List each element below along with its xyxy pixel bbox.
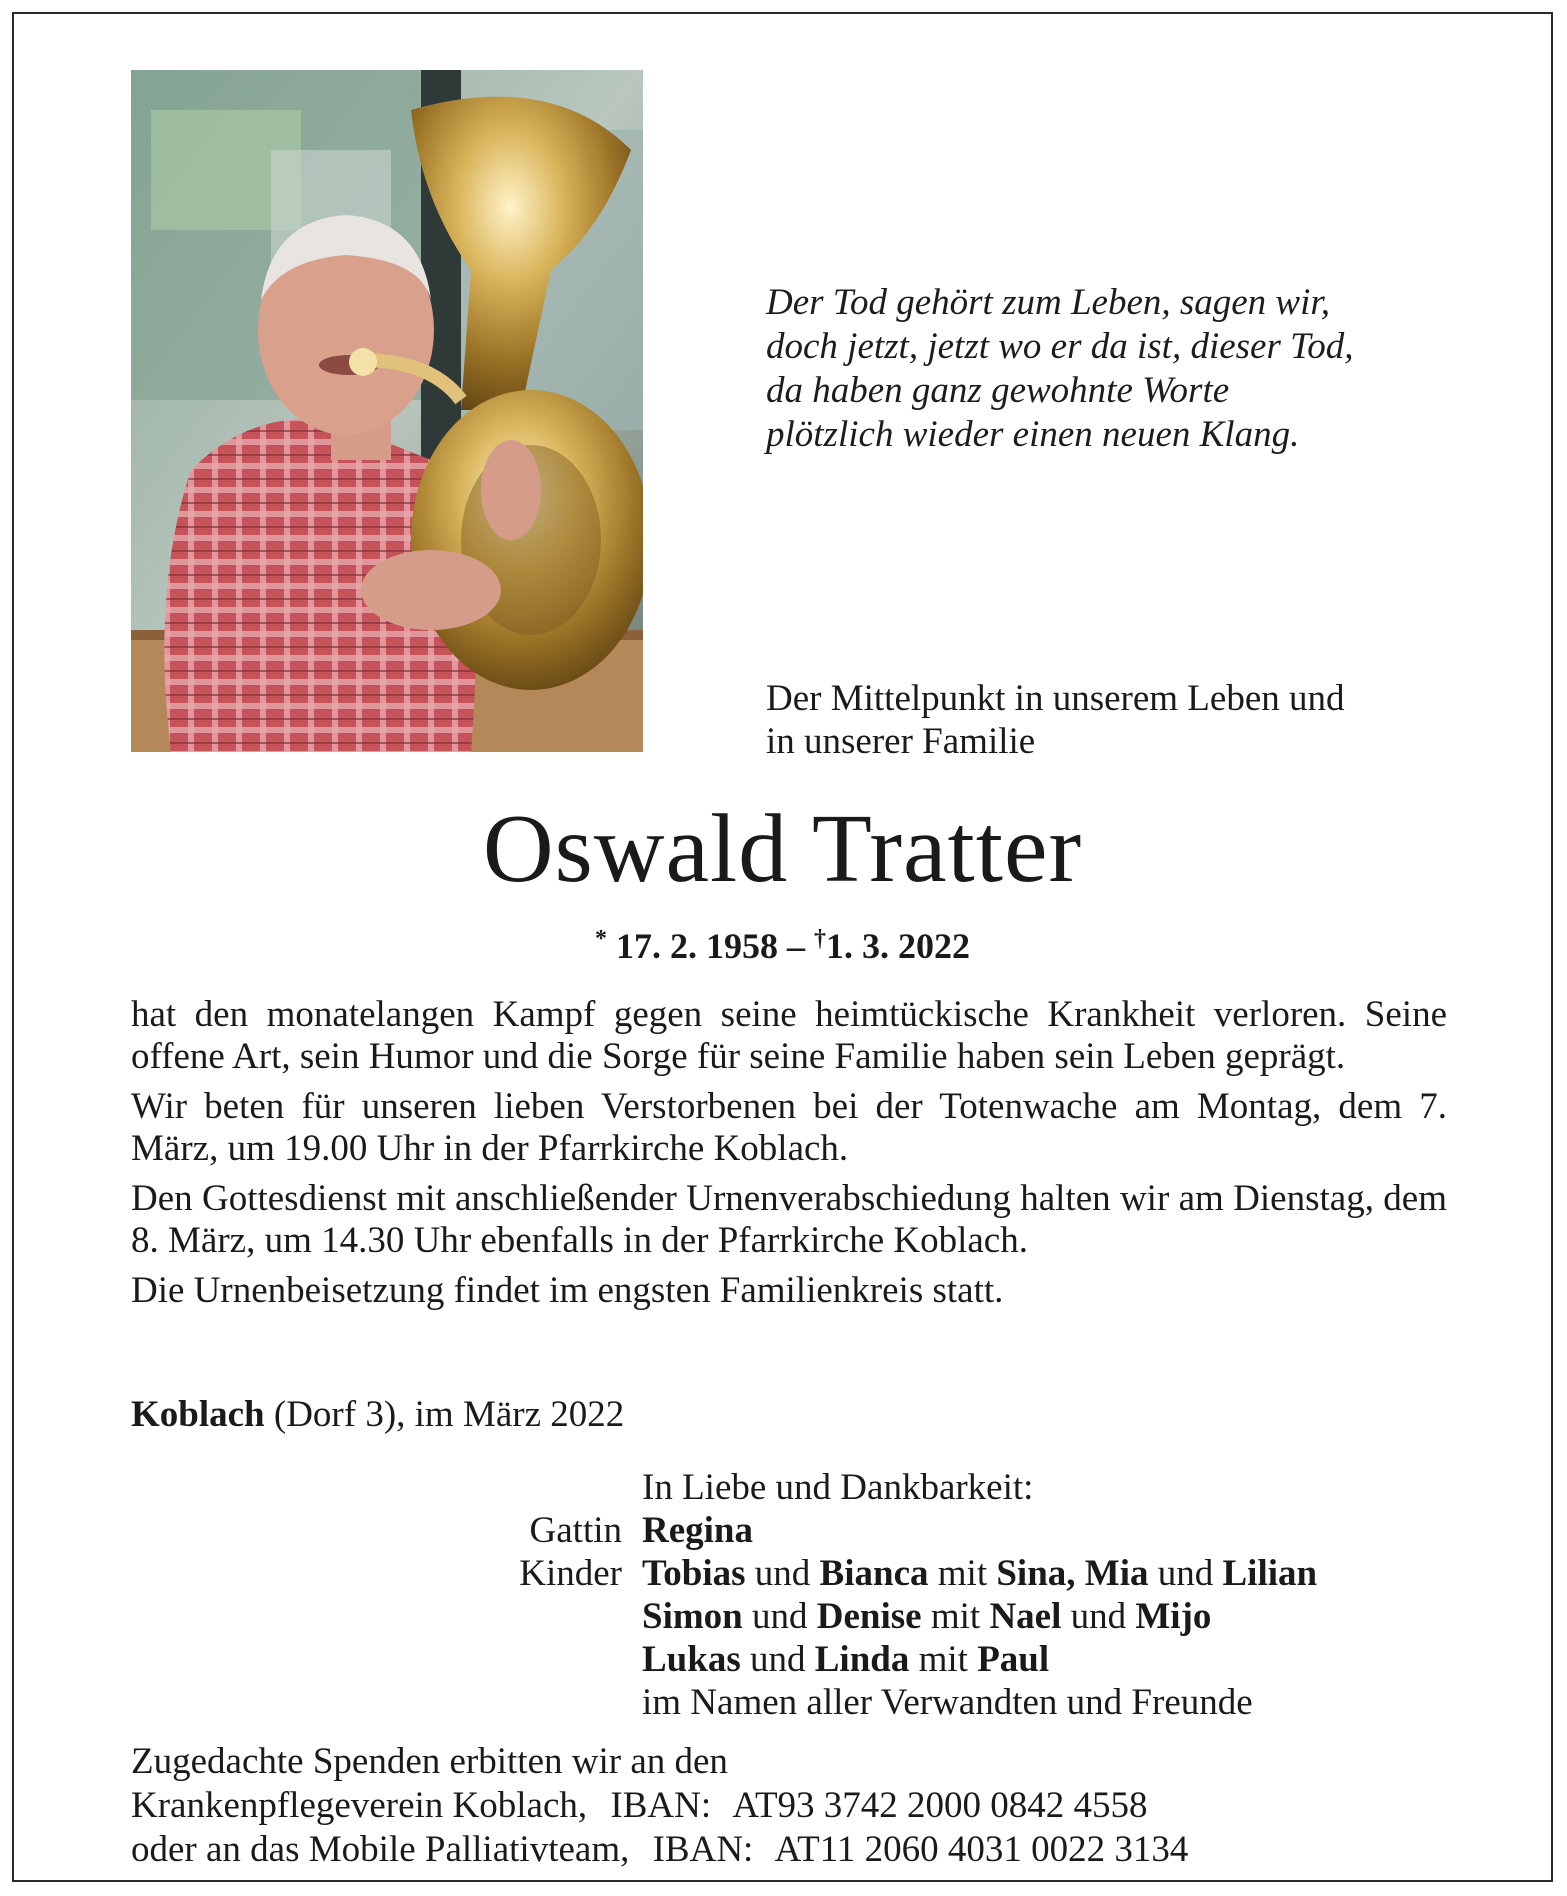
conjunction: und xyxy=(752,1596,808,1637)
spouse-row xyxy=(404,1509,1504,1552)
deceased-name: Oswald Tratter xyxy=(482,795,1083,903)
iban-number: AT11 2060 4031 0022 3134 xyxy=(774,1829,1189,1870)
death-symbol: † xyxy=(814,926,826,952)
spouse-role: Gattin xyxy=(529,1510,622,1551)
body-paragraph: Wir beten für unseren lieben Verstorbenen bei der Totenwache am Montag, dem 7. März, um 19.00 Uhr in der Pfarrkirche Koblach. xyxy=(131,1086,1447,1169)
donation-org: oder an das Mobile Palliativteam, xyxy=(131,1829,630,1870)
conjunction: mit xyxy=(930,1596,981,1637)
conjunction: mit xyxy=(918,1639,968,1680)
partner-name: Linda xyxy=(814,1639,910,1680)
body-paragraph: hat den monatelangen Kampf gegen seine heimtückische Krankheit verloren. Seine offene Art, sein Humor und die Sorge für seine Familie haben sein Leben geprägt. xyxy=(131,994,1447,1077)
child-row xyxy=(404,1552,1504,1595)
child-name: Simon xyxy=(642,1596,743,1637)
donation-line xyxy=(131,1784,1447,1828)
place-date-line xyxy=(131,1393,624,1437)
iban-number: AT93 3742 2000 0842 4558 xyxy=(732,1785,1148,1826)
child-name: Tobias xyxy=(642,1553,746,1594)
mourners-intro-row xyxy=(404,1466,1504,1509)
conjunction: und xyxy=(754,1553,811,1594)
grandchildren-names: Nael xyxy=(989,1596,1062,1637)
conjunction: mit xyxy=(937,1553,988,1594)
town-name: Koblach xyxy=(131,1394,265,1435)
iban-label: IBAN: xyxy=(610,1785,712,1826)
mourners-closing: im Namen aller Verwandten und Freunde xyxy=(642,1682,1253,1723)
birth-symbol: * xyxy=(595,926,607,952)
tribute-text xyxy=(766,677,1486,763)
donation-info xyxy=(131,1740,1447,1872)
place-rest: (Dorf 3), im März 2022 xyxy=(264,1394,625,1435)
poem-line: doch jetzt, jetzt wo er da ist, dieser Tod, xyxy=(766,326,1354,367)
death-date: 1. 3. 2022 xyxy=(826,926,970,966)
donation-org: Krankenpflegeverein Koblach, xyxy=(131,1785,588,1826)
date-separator: – xyxy=(787,926,805,966)
partner-name: Denise xyxy=(816,1596,922,1637)
grandchildren-names: Sina, Mia xyxy=(996,1553,1149,1594)
donation-intro: Zugedachte Spenden erbitten wir an den xyxy=(131,1741,728,1782)
iban-label: IBAN: xyxy=(652,1829,754,1870)
mourners-intro: In Liebe und Dankbarkeit: xyxy=(642,1467,1034,1508)
life-dates xyxy=(14,917,1551,968)
grandchild-name: Paul xyxy=(977,1639,1050,1680)
poem xyxy=(766,281,1486,457)
spouse-name: Regina xyxy=(642,1510,753,1551)
conjunction: und xyxy=(749,1639,806,1680)
body-paragraph: Den Gottesdienst mit anschließender Urnenverabschiedung halten wir am Dienstag, dem 8. März, um 14.30 Uhr ebenfalls in der Pfarrkirche Koblach. xyxy=(131,1178,1447,1261)
birth-date: 17. 2. 1958 xyxy=(616,926,778,966)
child-row xyxy=(404,1595,1504,1638)
body-paragraph: Die Urnenbeisetzung findet im engsten Familienkreis statt. xyxy=(131,1270,1004,1311)
tribute-line: Der Mittelpunkt in unserem Leben und xyxy=(766,678,1345,719)
donation-line xyxy=(131,1828,1447,1872)
grandchild-name: Lilian xyxy=(1222,1553,1318,1594)
obituary-body xyxy=(131,994,1447,1320)
portrait-photo-icon xyxy=(131,70,643,752)
conjunction: und xyxy=(1070,1596,1127,1637)
closing-row xyxy=(404,1681,1504,1724)
conjunction: und xyxy=(1157,1553,1214,1594)
partner-name: Bianca xyxy=(819,1553,929,1594)
grandchild-name: Mijo xyxy=(1135,1596,1212,1637)
mourners-list xyxy=(404,1466,1504,1724)
portrait-photo xyxy=(131,70,643,752)
poem-line: Der Tod gehört zum Leben, sagen wir, xyxy=(766,282,1330,323)
obituary-page xyxy=(12,12,1553,1882)
poem-line: plötzlich wieder einen neuen Klang. xyxy=(766,414,1300,455)
child-name: Lukas xyxy=(642,1639,741,1680)
poem-line: da haben ganz gewohnte Worte xyxy=(766,370,1230,411)
tribute-line: in unserer Familie xyxy=(766,721,1036,762)
child-row xyxy=(404,1638,1504,1681)
children-role: Kinder xyxy=(519,1553,622,1594)
